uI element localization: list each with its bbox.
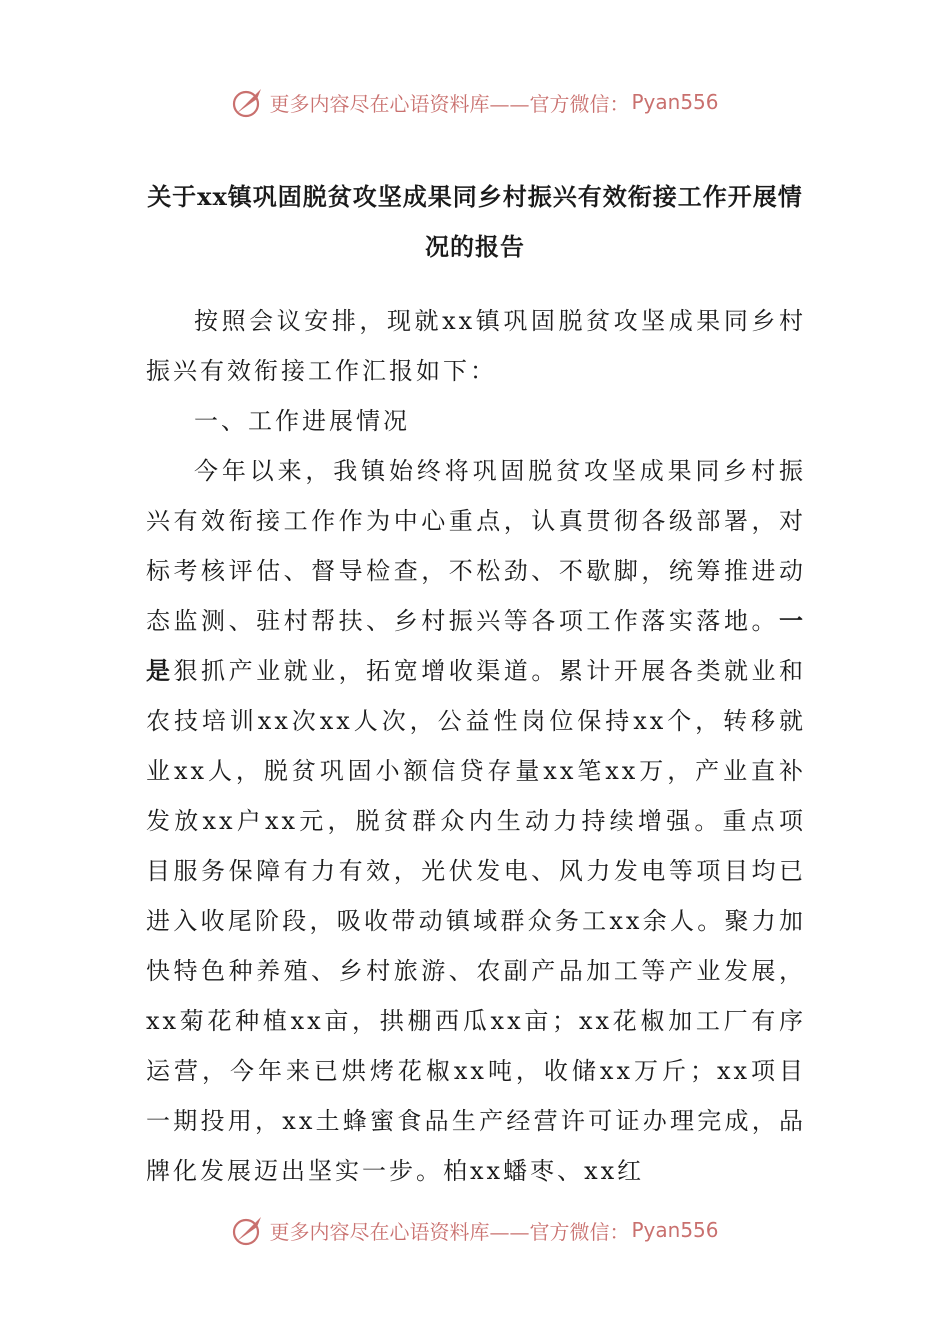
document-title: 关于xx镇巩固脱贫攻坚成果同乡村振兴有效衔接工作开展情况的报告 xyxy=(147,182,803,261)
header-watermark xyxy=(0,82,950,122)
quill-logo-icon xyxy=(231,1213,265,1247)
footer-watermark xyxy=(0,1210,950,1250)
paragraph-bold-marker: 一是 xyxy=(146,606,806,685)
quill-logo-icon xyxy=(231,85,265,119)
paragraph-text-b: 狠抓产业就业，拓宽增收渠道。累计开展各类就业和农技培训xx次xx人次，公益性岗位保持xx个，转移就业xx人，脱贫巩固小额信贷存量xx笔xx万，产业直补发放xx户xx元，脱贫群众内生动力持续增强。重点项目服务保障有力有效，光伏发电、风力发电等项目均已进入收尾阶段，吸收带动镇域群众务工xx余人。聚力加快特色种养殖、乡村旅游、农副产品加工等产业发展，xx菊花种植xx亩，拱棚西瓜xx亩；xx花椒加工厂有序运营，今年来已烘烤花椒xx吨，收储xx万斤；xx项目一期投用，xx土蜂蜜食品生产经营许可证办理完成，品牌化发展迈出坚实一步。柏xx蟠枣、xx红 xyxy=(146,657,807,1185)
intro-paragraph: 按照会议安排，现就xx镇巩固脱贫攻坚成果同乡村振兴有效衔接工作汇报如下： xyxy=(146,307,806,385)
footer-watermark-text: 更多内容尽在心语资料库——官方微信： xyxy=(269,1219,630,1244)
document-body xyxy=(146,296,806,1196)
footer-watermark-wechat: Pyan556 xyxy=(631,1218,719,1242)
header-watermark-wechat: Pyan556 xyxy=(631,90,719,114)
body-paragraph xyxy=(146,446,806,1196)
header-watermark-text: 更多内容尽在心语资料库——官方微信： xyxy=(269,91,630,116)
paragraph-text-a: 今年以来，我镇始终将巩固脱贫攻坚成果同乡村振兴有效衔接工作作为中心重点，认真贯彻各级部署，对标考核评估、督导检查，不松劲、不歇脚，统筹推进动态监测、驻村帮扶、乡村振兴等各项工作落实落地。 xyxy=(146,457,806,635)
section-heading: 一、工作进展情况 xyxy=(194,407,410,435)
